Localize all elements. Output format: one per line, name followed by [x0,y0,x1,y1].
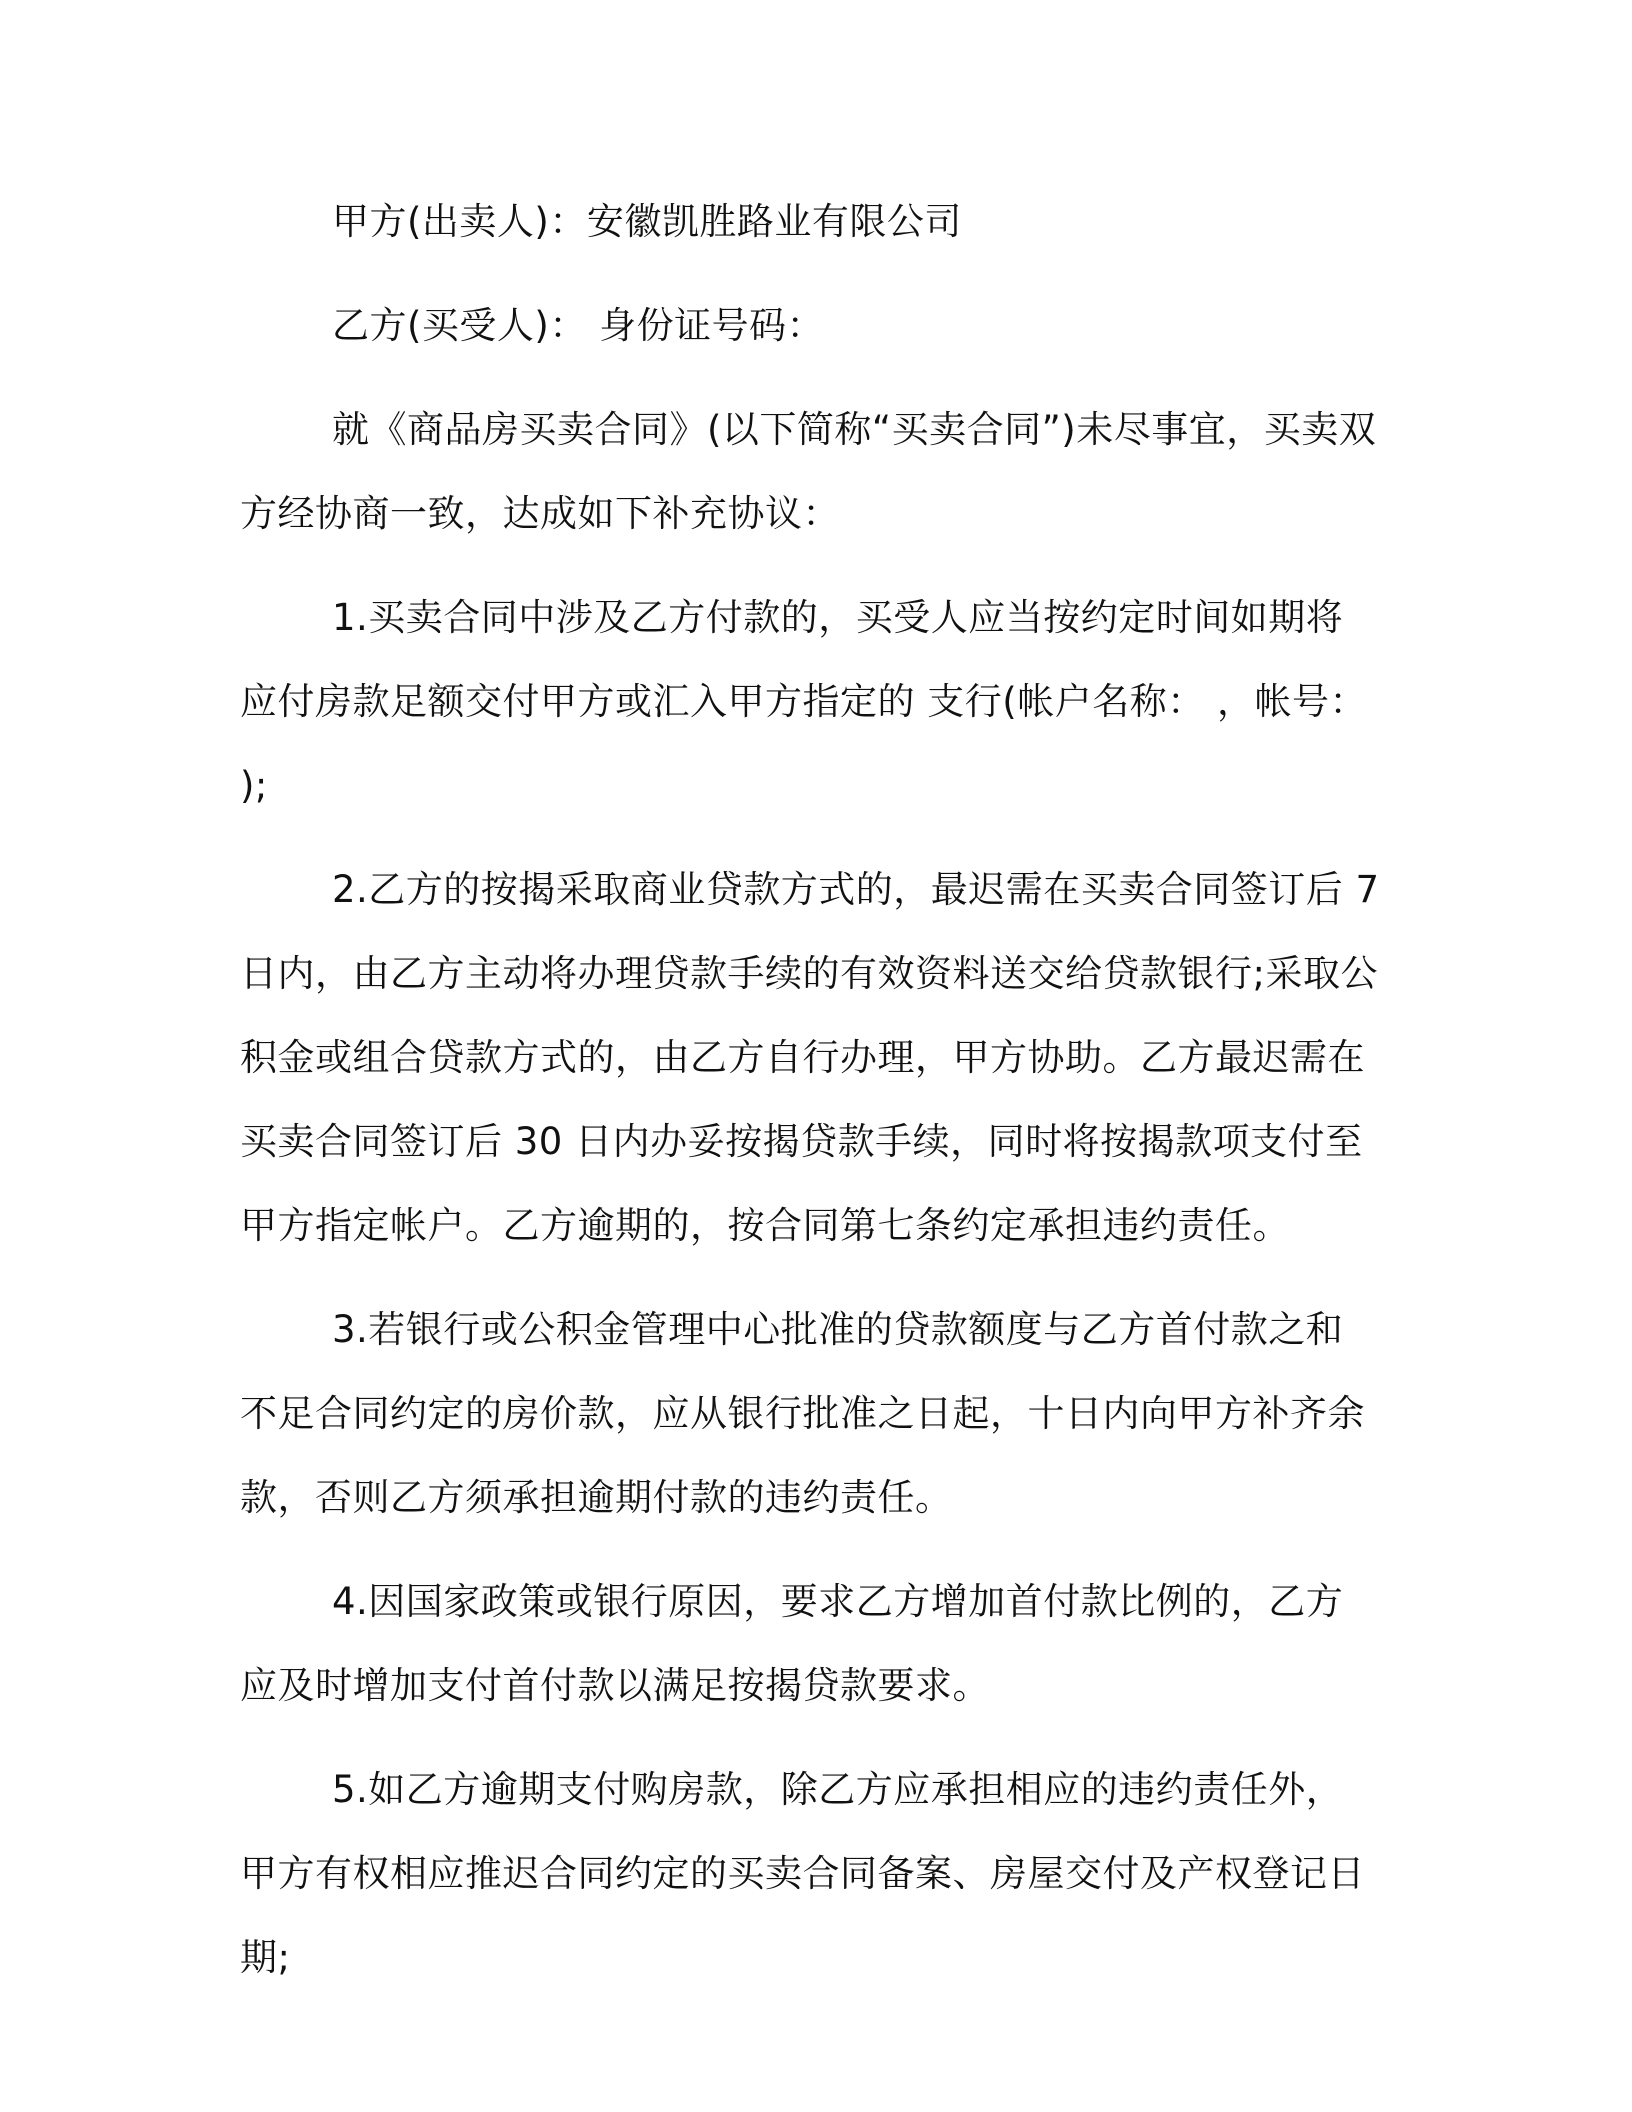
clause-3: 3.若银行或公积金管理中心批准的贷款额度与乙方首付款之和不足合同约定的房价款，应从银行批准之日起，十日内向甲方补齐余款，否则乙方须承担逾期付款的违约责任。 [240,1308,1365,1519]
clause-4: 4.因国家政策或银行原因，要求乙方增加首付款比例的，乙方应及时增加支付首付款以满足按揭贷款要求。 [240,1580,1344,1707]
party-b-line: 乙方(买受人)： 身份证号码： [332,304,825,347]
clause-1: 1.买卖合同中涉及乙方付款的，买受人应当按约定时间如期将应付房款足额交付甲方或汇入甲方指定的 支行(帐户名称： ，帐号： ); [240,596,1367,807]
clause-5: 5.如乙方逾期支付购房款，除乙方应承担相应的违约责任外，甲方有权相应推迟合同约定的买卖合同备案、房屋交付及产权登记日期; [240,1768,1365,1979]
intro-paragraph: 就《商品房买卖合同》(以下简称“买卖合同”)未尽事宜，买卖双方经协商一致，达成如下补充协议： [240,408,1377,535]
party-a-line: 甲方(出卖人)：安徽凯胜路业有限公司 [332,200,962,243]
clause-2: 2.乙方的按揭采取商业贷款方式的，最迟需在买卖合同签订后 7 日内，由乙方主动将办理贷款手续的有效资料送交给贷款银行;采取公积金或组合贷款方式的，由乙方自行办理，甲方协助。乙方最迟需在买卖合同签订后 30 日内办妥按揭贷款手续，同时将按揭款项支付至甲方指定帐户。乙方逾期的，按合同第七条约定承担违约责任。 [240,868,1380,1247]
document-body [240,180,1380,2000]
